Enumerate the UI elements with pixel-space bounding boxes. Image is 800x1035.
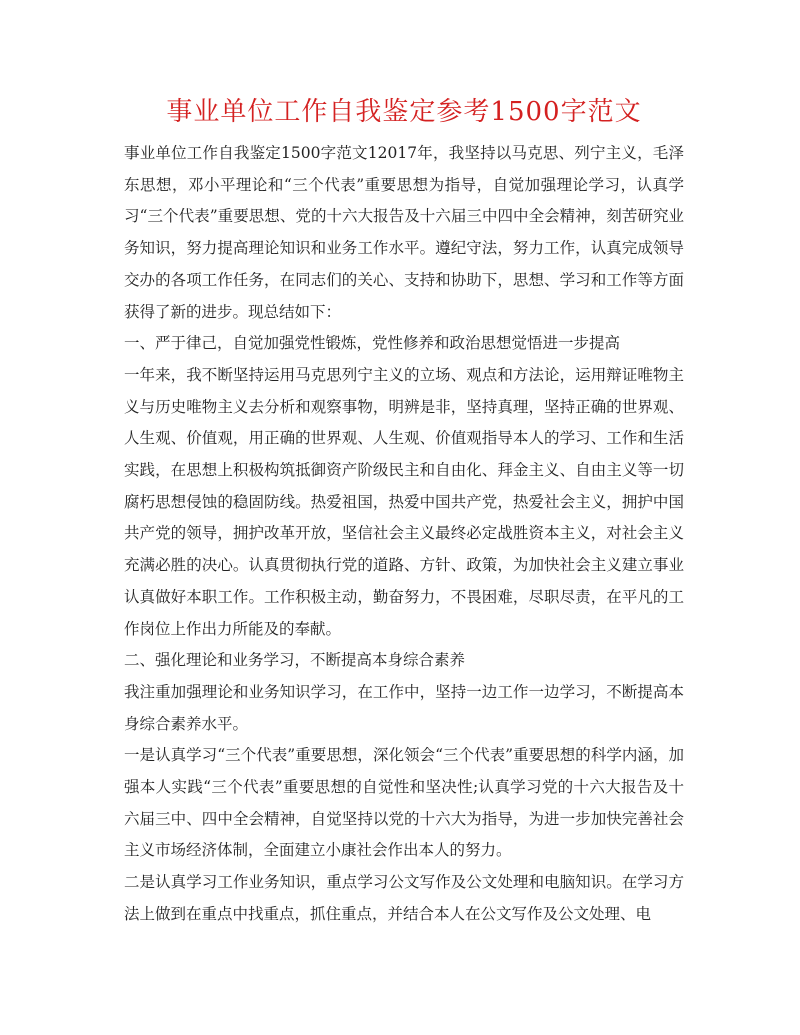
section-2-point-1-paragraph: 一是认真学习“三个代表”重要思想，深化领会“三个代表”重要思想的科学内涵，加强本人实践“三个代表”重要思想的自觉性和坚决性;认真学习党的十六大报告及十六届三中、四中全会精神，自觉坚持以党的十六大为指导，为进一步加快完善社会主义市场经济体制，全面建立小康社会作出本人的努力。 — [124, 746, 684, 860]
document-title: 事业单位工作自我鉴定参考1500字范文 — [166, 97, 642, 127]
section-heading-2: 二、强化理论和业务学习，不断提高本身综合素养 — [124, 651, 466, 670]
intro-paragraph: 事业单位工作自我鉴定1500字范文12017年，我坚持以马克思、列宁主义，毛泽东思想，邓小平理论和“三个代表”重要思想为指导，自觉加强理论学习，认真学习“三个代表”重要思想、党的十六大报告及十六届三中四中全会精神，刻苦研究业务知识，努力提高理论知识和业务工作水平。遵纪守法，努力工作，认真完成领导交办的各项工作任务，在同志们的关心、支持和协助下，思想、学习和工作等方面获得了新的进步。现总结如下： — [124, 144, 684, 321]
section-heading-1: 一、严于律己，自觉加强党性锻炼，党性修养和政治思想觉悟进一步提高 — [124, 334, 621, 353]
section-2-point-2-paragraph: 二是认真学习工作业务知识，重点学习公文写作及公文处理和电脑知识。在学习方法上做到在重点中找重点，抓住重点，并结合本人在公文写作及公文处理、电 — [124, 873, 684, 923]
section-2-intro-paragraph: 我注重加强理论和业务知识学习，在工作中，坚持一边工作一边学习，不断提高本身综合素养水平。 — [124, 682, 684, 733]
section-1-paragraph: 一年来，我不断坚持运用马克思列宁主义的立场、观点和方法论，运用辩证唯物主义与历史唯物主义去分析和观察事物，明辨是非，坚持真理，坚持正确的世界观、人生观、价值观，用正确的世界观、人生观、价值观指导本人的学习、工作和生活实践，在思想上积极构筑抵御资产阶级民主和自由化、拜金主义、自由主义等一切腐朽思想侵蚀的稳固防线。热爱祖国，热爱中国共产党，热爱社会主义，拥护中国共产党的领导，拥护改革开放，坚信社会主义最终必定战胜资本主义，对社会主义充满必胜的决心。认真贯彻执行党的道路、方针、政策，为加快社会主义建立事业认真做好本职工作。工作积极主动，勤奋努力，不畏困难，尽职尽责，在平凡的工作岗位上作出力所能及的奉献。 — [124, 365, 684, 638]
